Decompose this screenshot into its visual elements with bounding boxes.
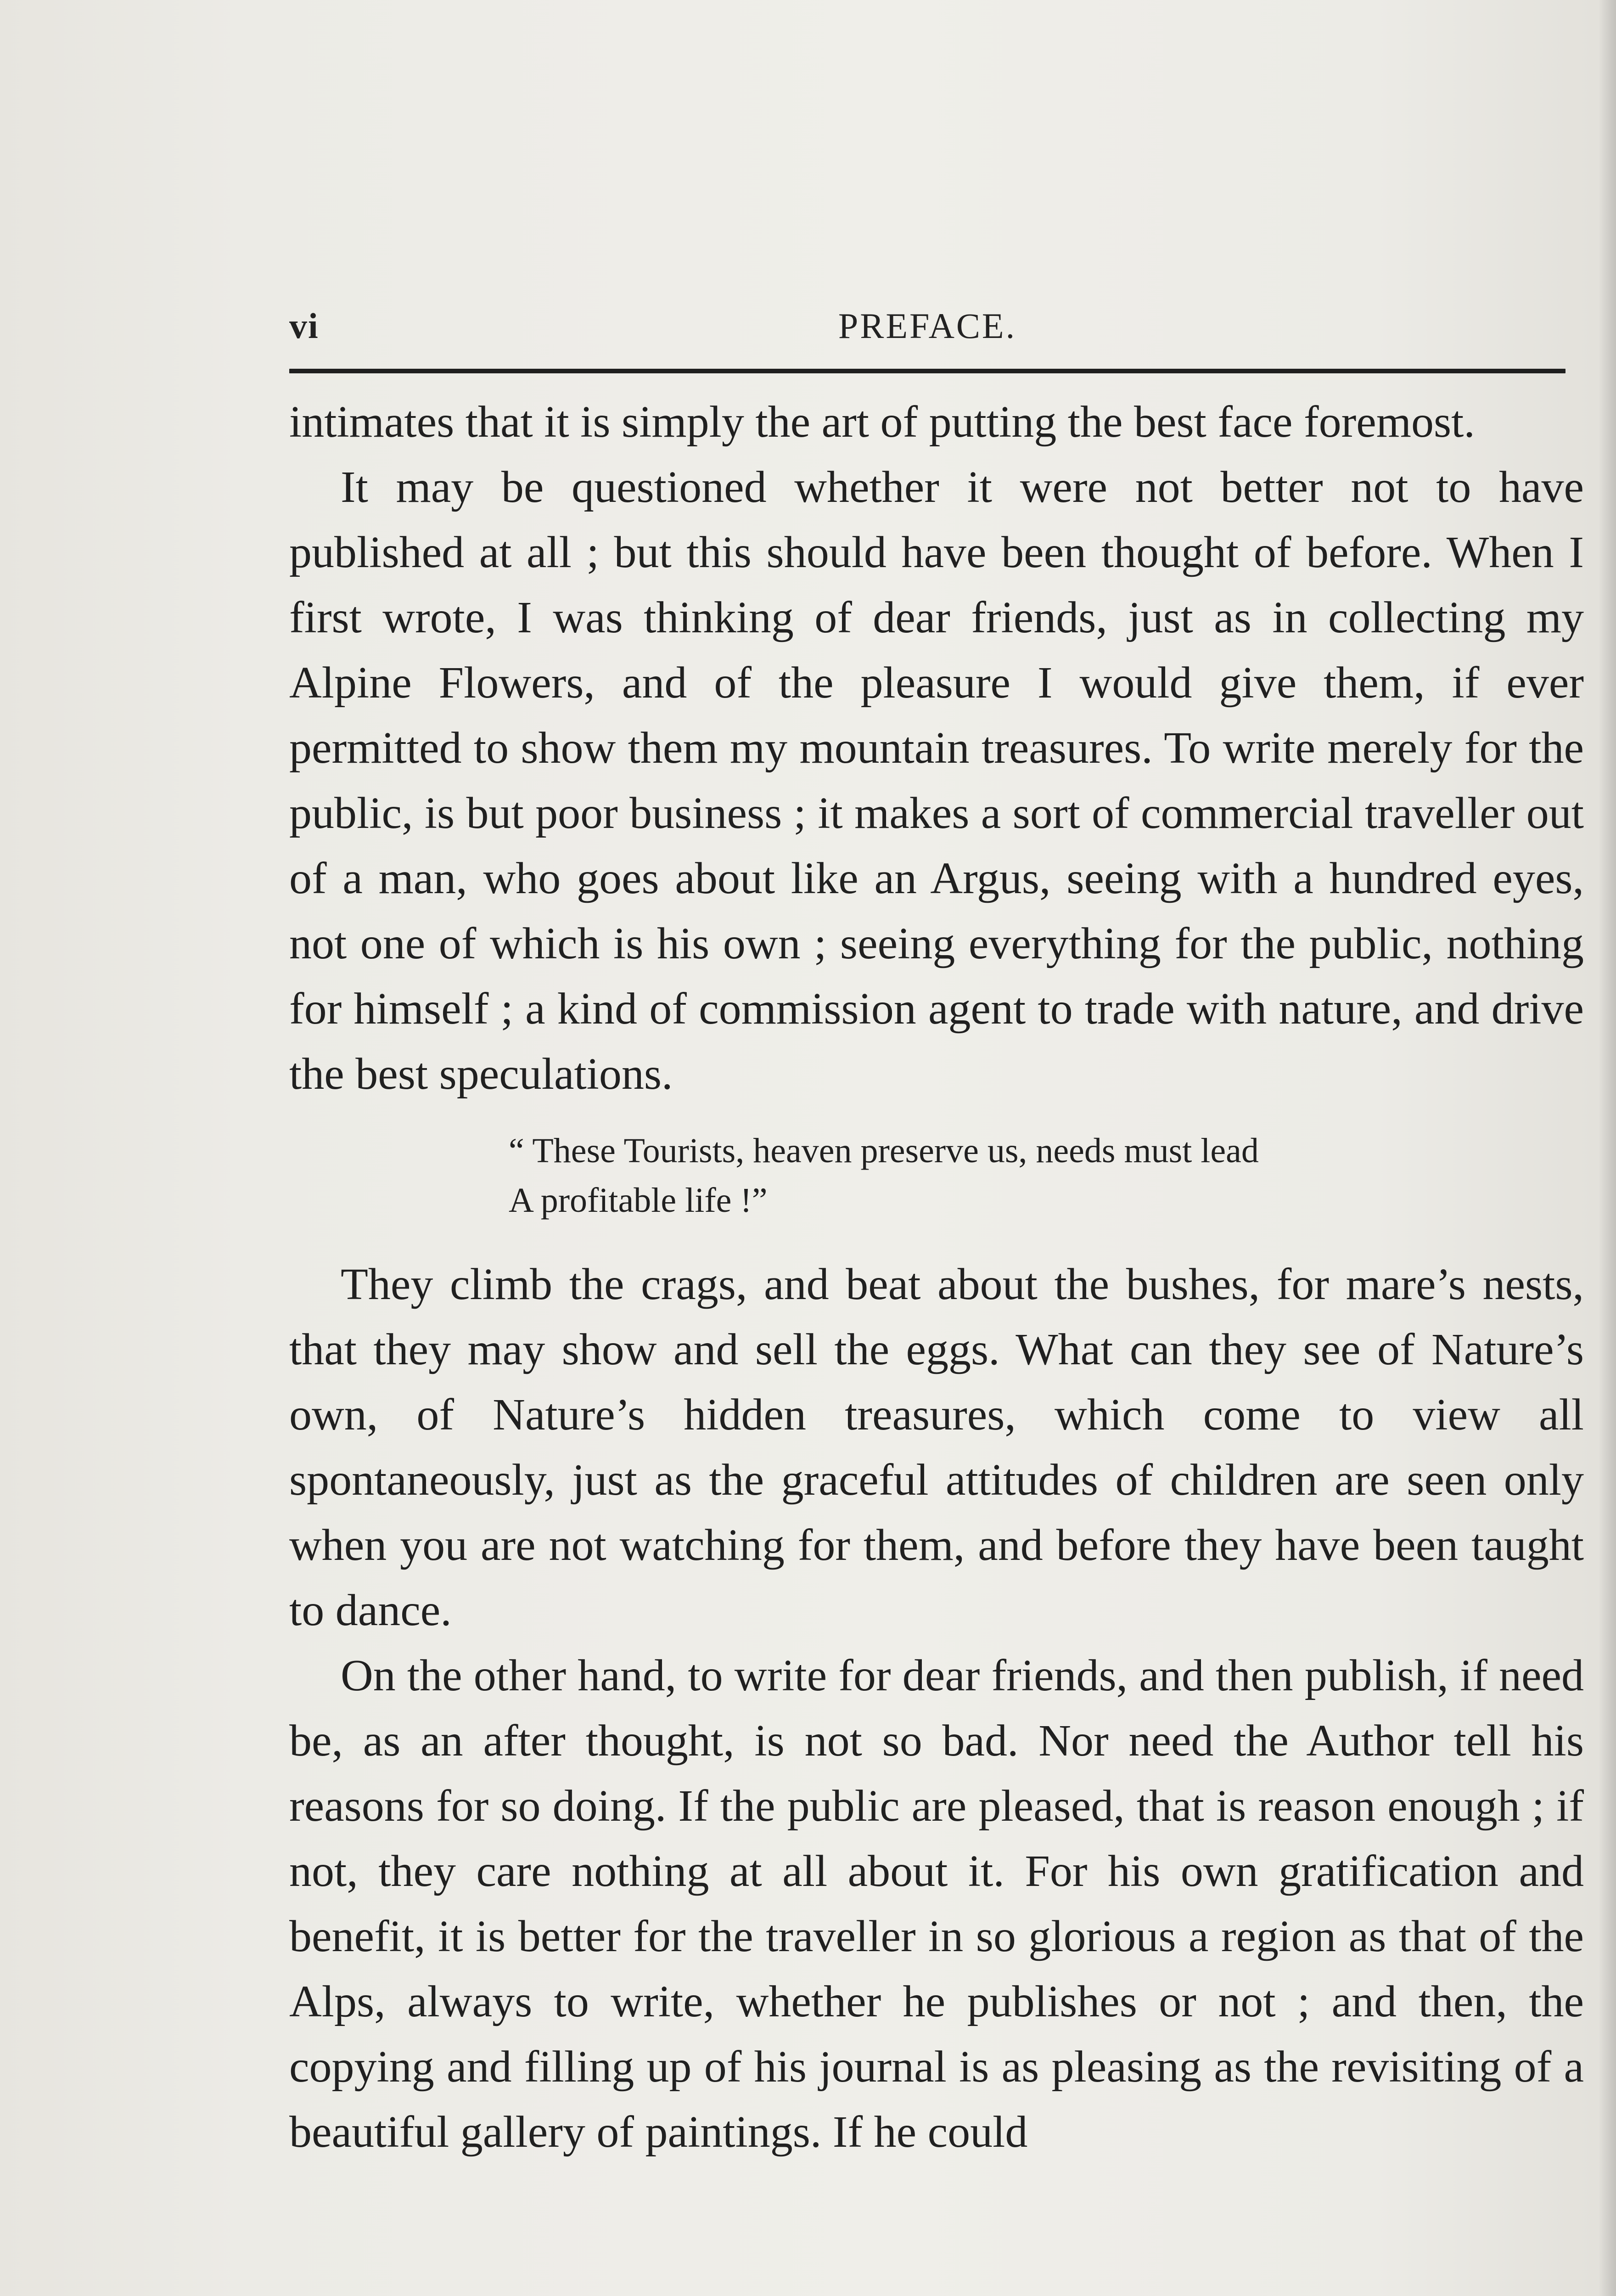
page-folio: vi bbox=[289, 306, 319, 346]
page-heading: PREFACE. bbox=[838, 306, 1017, 346]
page-spine-shadow bbox=[1599, 0, 1616, 2296]
paragraph-1: intimates that it is simply the art of putting the best face foremost. bbox=[289, 397, 1475, 447]
quote-line-1: “ These Tourists, heaven preserve us, needs must lead bbox=[509, 1131, 1259, 1170]
paragraph-3: They climb the crags, and beat about the bushes, for mare’s nests, that they may show and sell the eggs. What can they see of Nature’s own, of Nature’s hidden treasures, which come to view all spontaneously, just as the graceful attitudes of children are seen only when you are not watching for them, and before they have been taught to dance. bbox=[289, 1260, 1584, 1635]
quote-line-2: A profitable life !” bbox=[509, 1181, 768, 1220]
paragraph-4: On the other hand, to write for dear friends, and then publish, if need be, as an after thought, is not so bad. Nor need the Author tell his reasons for so doing. If the public are pleased, that is reason enough ; if not, they care nothing at all about it. For his own gratification and benefit, it is better for the traveller in so glorious a region as that of the Alps, always to write, whether he publishes or not ; and then, the copying and filling up of his journal is as pleasing as the revisiting of a beautiful gallery of paintings. If he could bbox=[289, 1651, 1584, 2157]
paragraph-2: It may be questioned whether it were not better not to have published at all ; but this should have been thought of before. When I first wrote, I was thinking of dear friends, just as in collecting my Alpine Flowers, and of the pleasure I would give them, if ever permitted to show them my mountain treasures. To write merely for the public, is but poor business ; it makes a sort of commercial traveller out of a man, who goes about like an Argus, seeing with a hundred eyes, not one of which is his own ; seeing everything for the public, nothing for himself ; a kind of commission agent to trade with nature, and drive the best speculations. bbox=[289, 462, 1584, 1099]
running-head bbox=[289, 305, 1566, 356]
poem-quote bbox=[509, 1126, 1473, 1225]
header-rule bbox=[289, 369, 1566, 373]
page-body bbox=[289, 389, 1584, 2165]
